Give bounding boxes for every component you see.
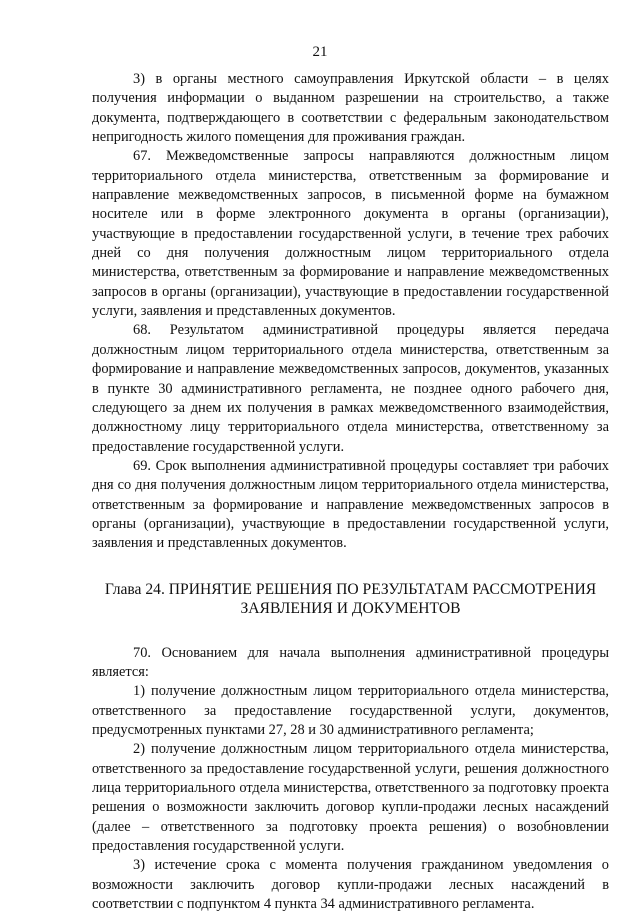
chapter-heading-line-1: Глава 24. ПРИНЯТИЕ РЕШЕНИЯ ПО РЕЗУЛЬТАТАМ РАССМОТРЕНИЯ [104,580,597,598]
paragraph-70: 70. Основанием для начала выполнения административной процедуры является: [92,644,609,680]
paragraph-70-subitem-3: 3) истечение срока с момента получения гражданином уведомления о возможности заключить договор купли-продажи лесных насаждений в соответствии с подпунктом 4 пункта 34 административного регламента. [92,857,609,913]
chapter-heading-line-2: ЗАЯВЛЕНИЯ И ДОКУМЕНТОВ [240,600,461,618]
document-body [92,70,609,914]
paragraph-item-3: 3) в органы местного самоуправления Иркутской области – в целях получения информации о выданном разрешении на строительство, а также документа, подтверждающего в соответствии с федеральным законодательством непригодность жилого помещения для проживания граждан. [92,71,609,146]
paragraph-70-subitem-2: 2) получение должностным лицом территориального отдела министерства, ответственного за предоставление государственной услуги, решения должностного лица территориального отдела министерства, ответственного за подготовку проекта решения о возможности заключить договор купли-продажи лесных насаждений (далее – ответственного за подготовку проекта решения) о возобновлении предоставления государственной услуги. [92,741,609,855]
chapter-heading [92,580,609,619]
paragraph-70-subitem-1: 1) получение должностным лицом территориального отдела министерства, ответственного за предоставление государственной услуги, документов, предусмотренных пунктами 27, 28 и 30 административного регламента; [92,683,609,738]
paragraph-67: 67. Межведомственные запросы направляются должностным лицом территориального отдела министерства, ответственным за формирование и направление межведомственных запросов, в письменной форме на бумажном носителе или в форме электронного документа в органы (организации), участвующие в предоставлении государственной услуги, в течение трех рабочих дней со дня получения должностным лицом территориального отдела министерства, ответственным за формирование и направление межведомственных запросов в органы (организации), участвующие в предоставлении государственной услуги, заявления и представленных документов. [92,148,609,320]
paragraph-69: 69. Срок выполнения административной процедуры составляет три рабочих дня со дня получения должностным лицом территориального отдела министерства, ответственным за формирование и направление межведомственных запросов в органы (организации), участвующие в предоставлении государственной услуги, заявления и представленных документов. [92,457,609,552]
paragraph-68: 68. Результатом административной процедуры является передача должностным лицом территориального отдела министерства, ответственным за формирование и направление межведомственных запросов, документов, указанных в пункте 30 административного регламента, не позднее одного рабочего дня, следующего за днем их получения в рамках межведомственного взаимодействия, должностному лицу территориального отдела министерства, ответственному за предоставление государственной услуги. [92,322,609,455]
page-number: 21 [312,44,328,60]
